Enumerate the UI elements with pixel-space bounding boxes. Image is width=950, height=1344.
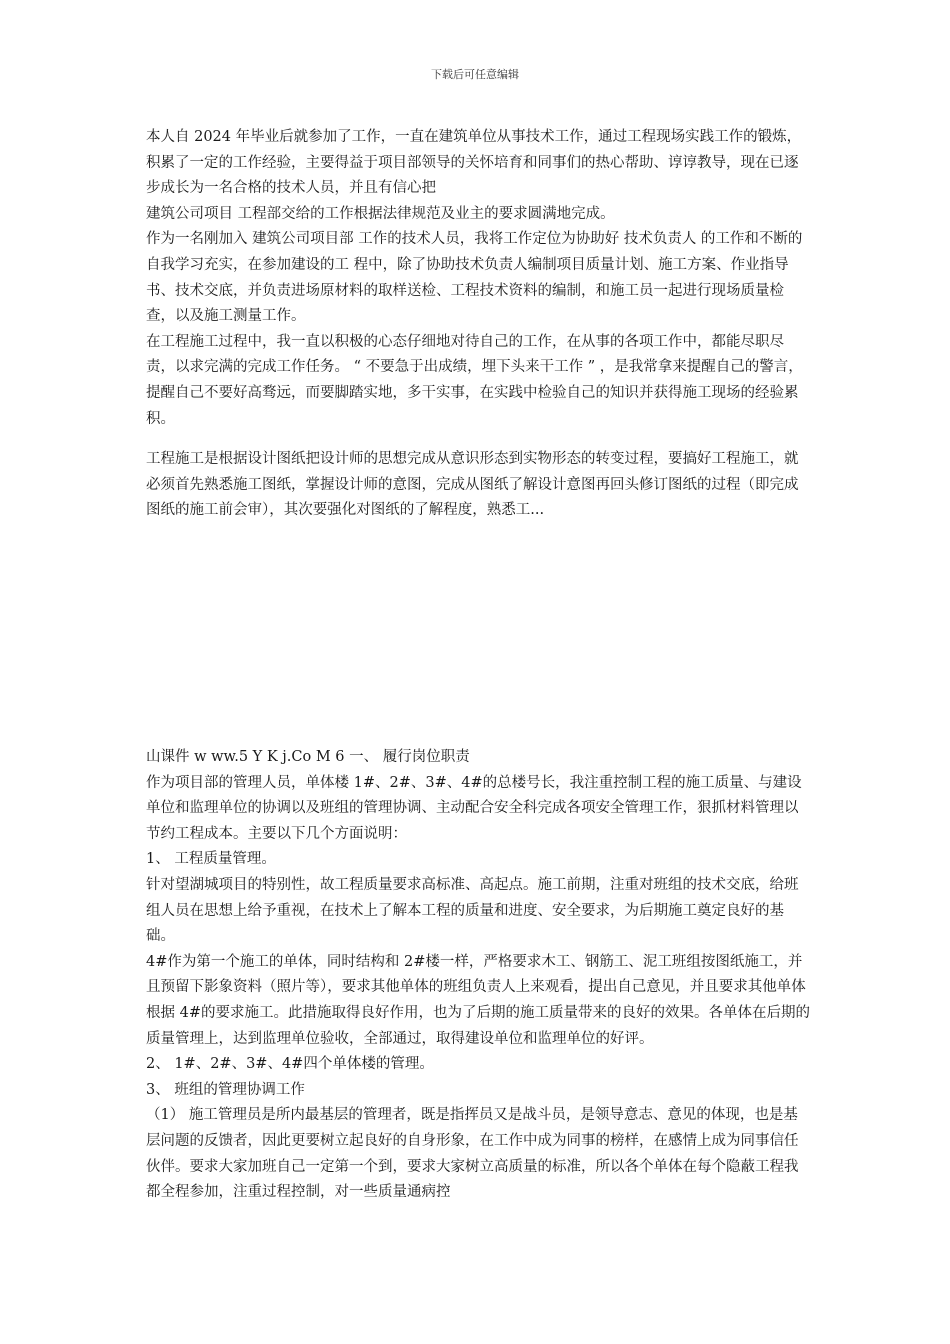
list-item: 3、 班组的管理协调工作 bbox=[146, 1081, 305, 1098]
middle-section bbox=[146, 447, 812, 524]
paragraph: 建筑公司项目 工程部交给的工作根据法律规范及业主的要求圆满地完成。 bbox=[146, 205, 615, 222]
list-item: 2、 1#、2#、3#、4#四个单体楼的管理。 bbox=[146, 1056, 434, 1073]
section-heading: 山课件 w ww.5 Y K j.Co M 6 一、 履行岗位职责 bbox=[146, 749, 470, 765]
lower-section bbox=[146, 745, 812, 1206]
paragraph: 针对望湖城项目的特别性，故工程质量要求高标准、高起点。施工前期，注重对班组的技术交底，给班组人员在思想上给予重视，在技术上了解本工程的质量和进度、安全要求，为后期施工奠定良好的基础。 bbox=[146, 876, 799, 945]
paragraph: 工程施工是根据设计图纸把设计师的思想完成从意识形态到实物形态的转变过程，要搞好工程施工，就必须首先熟悉施工图纸，掌握设计师的意图，完成从图纸了解设计意图再回头修订图纸的过程（即完成图纸的施工前会审），其次要强化对图纸的了解程度，熟悉工... bbox=[146, 451, 799, 519]
paragraph: 4#作为第一个施工的单体，同时结构和 2#楼一样，严格要求木工、钢筋工、泥工班组按图纸施工，并且预留下影象资料（照片等），要求其他单体的班组负责人上来观看，提出自己意见，并且要求其他单体根据 4#的要求施工。此措施取得良好作用，也为了后期的施工质量带来的良好的效果。各单体在后期的质量管理上，达到监理单位验收，全部通过，取得建设单位和监理单位的好评。 bbox=[146, 953, 810, 1047]
paragraph: （1） 施工管理员是所内最基层的管理者，既是指挥员又是战斗员，是领导意志、意见的体现，也是基层问题的反馈者，因此更要树立起良好的自身形象，在工作中成为同事的榜样，在感情上成为同事信任伙伴。要求大家加班自己一定第一个到，要求大家树立高质量的标准，所以各个单体在每个隐蔽工程我都全程参加，注重过程控制，对一些质量通病控 bbox=[146, 1107, 799, 1201]
intro-section bbox=[146, 125, 812, 432]
paragraph: 作为一名刚加入 建筑公司项目部 工作的技术人员，我将工作定位为协助好 技术负责人 的工作和不断的自我学习充实，在参加建设的工 程中，除了协助技术负责人编制项目质量计划、施工方案、作业指导书、技术交底，并负责进场原材料的取样送检、工程技术资料的编制，和施工员一起进行现场质量检查，以及施工测量工作。 bbox=[146, 231, 803, 325]
page-header: 下载后可任意编辑 bbox=[431, 68, 519, 81]
paragraph: 作为项目部的管理人员，单体楼 1#、2#、3#、4#的总楼号长，我注重控制工程的施工质量、与建设单位和监理单位的协调以及班组的管理协调、主动配合安全科完成各项安全管理工作，狠抓材料管理以节约工程成本。主要以下几个方面说明： bbox=[146, 774, 802, 842]
paragraph: 本人自 2024 年毕业后就参加了工作，一直在建筑单位从事技术工作，通过工程现场实践工作的锻炼，积累了一定的工作经验，主要得益于项目部领导的关怀培育和同事们的热心帮助、谆谆教导，现在已逐步成长为一名合格的技术人员，并且有信心把 bbox=[146, 129, 802, 197]
list-item: 1、 工程质量管理。 bbox=[146, 851, 276, 868]
paragraph: 在工程施工过程中，我一直以积极的心态仔细地对待自己的工作，在从事的各项工作中，都能尽职尽责，以求完满的完成工作任务。 “ 不要急于出成绩，埋下头来干工作 ” ，是我常拿来提醒自己的警言，提醒自己不要好高骛远，而要脚踏实地，多干实事，在实践中检验自己的知识并获得施工现场的经验累积。 bbox=[146, 333, 803, 427]
